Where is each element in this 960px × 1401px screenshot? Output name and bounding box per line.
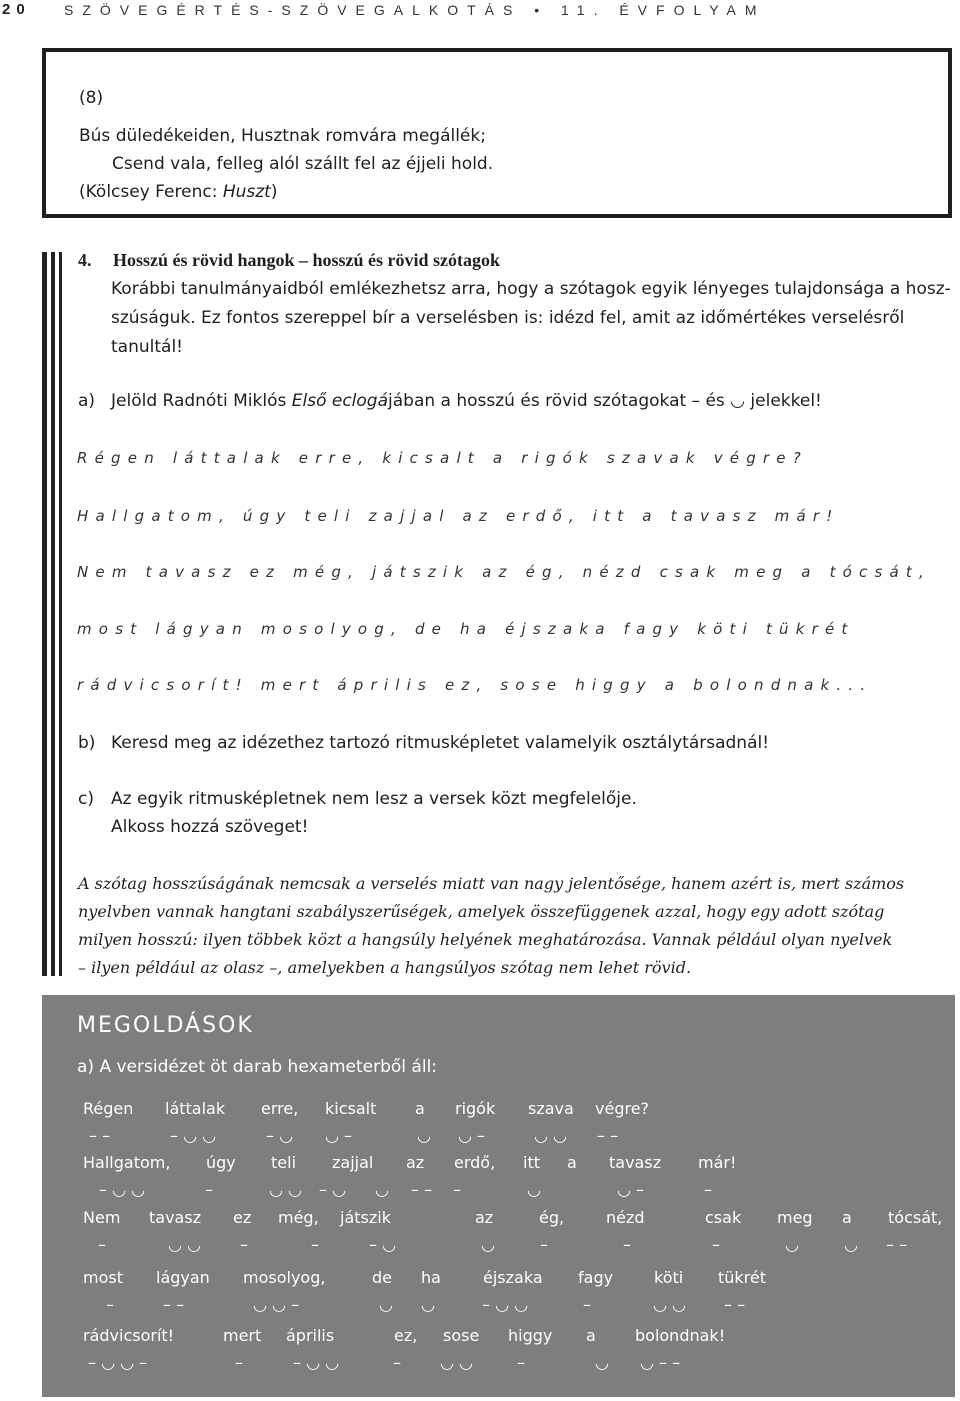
scansion-word: köti [654,1268,684,1287]
quote-source-suffix: ) [270,182,278,202]
subtask-a-text-pre: Jelöld Radnóti Miklós [111,391,292,411]
poem-line-4: most lágyan mosolyog, de ha éjszaka fagy köti tükrét [77,620,855,638]
scansion-meter: – [393,1353,401,1372]
scansion-meter: – ◡ ◡ [170,1126,217,1145]
scansion-word: tükrét [718,1268,767,1287]
scansion-meter: – ◡ ◡ [482,1295,529,1314]
scansion-word: a [586,1326,596,1345]
scansion-meter: – [453,1180,461,1199]
scansion-meter: ◡ [595,1353,609,1372]
poem-line-2: Hallgatom, úgy teli zajjal az erdő, itt a tavasz már! [77,507,840,525]
task-intro-line-3: tanultál! [111,337,183,357]
scansion-meter: ◡ ◡ [534,1126,568,1145]
scansion-meter: – [240,1235,248,1254]
scansion-word: kicsalt [325,1099,377,1118]
scansion-meter: – ◡ [319,1180,347,1199]
task-title: Hosszú és rövid hangok – hosszú és rövid szótagok [113,250,501,270]
scansion-word: tócsát, [888,1208,943,1227]
subtask-c-line-2: Alkoss hozzá szöveget! [111,817,309,837]
scansion-meter: – – [886,1235,908,1254]
note-line: A szótag hosszúságának nemcsak a verselés miatt van nagy jelentősége, hanem azért is, mert számos [78,874,905,893]
subtask-c-line-1: Az egyik ritmusképletnek nem lesz a versek közt megfelelője. [111,789,637,809]
scansion-word: Régen [83,1099,134,1118]
subtask-a-text-post: jában a hosszú és rövid szótagokat – és ◡ jelekkel! [388,391,822,411]
scansion-meter: ◡ ◡ [269,1180,303,1199]
scansion-word: tavasz [149,1208,202,1227]
quote-source-prefix: (Kölcsey Ferenc: [79,182,223,202]
subtask-b-label: b) [78,733,96,753]
scansion-word: Hallgatom, [83,1153,171,1172]
note-paragraph [78,870,958,982]
scansion-word: mosolyog, [243,1268,326,1287]
scansion-meter: – [704,1180,712,1199]
poem-line-5: rádvicsorít! mert április ez, sose higgy a bolondnak... [77,676,873,694]
running-title: SZÖVEGÉRTÉS-SZÖVEGALKOTÁS • 11. ÉVFOLYAM [64,2,766,18]
scansion-word: bolondnak! [635,1326,726,1345]
scansion-meter: ◡ ◡ [168,1235,202,1254]
scansion-word: fagy [578,1268,614,1287]
scansion-meter: – [311,1235,319,1254]
scansion-meter: – [98,1235,106,1254]
scansion-word: lágyan [156,1268,210,1287]
task-intro-line-1: Korábbi tanulmányaidból emlékezhetsz arra, hogy a szótagok egyik lényeges tulajdonsága a hosz- [111,279,951,299]
subtask-a-poem-title: Első eclogá [291,391,389,411]
subtask-a-label: a) [78,391,96,411]
scansion-meter: – ◡ ◡ [99,1180,146,1199]
scansion-word: az [406,1153,425,1172]
scansion-word: végre? [595,1099,650,1118]
scansion-word: szava [528,1099,574,1118]
scansion-meter: ◡ ◡ – [253,1295,300,1314]
scansion-meter: – ◡ [369,1235,397,1254]
scansion-word: ha [421,1268,441,1287]
solutions-intro: a) A versidézet öt darab hexameterből áll: [77,1057,438,1077]
scansion-word: most [83,1268,123,1287]
scansion-word: rigók [455,1099,496,1118]
scansion-word: rádvicsorít! [83,1326,175,1345]
scansion-meter: ◡ ◡ [653,1295,687,1314]
scansion-meter: – – [597,1126,619,1145]
subtask-b-text: Keresd meg az idézethez tartozó ritmusképletet valamelyik osztálytársadnál! [111,733,770,753]
scansion-word: teli [271,1153,297,1172]
scansion-meter: ◡ [527,1180,541,1199]
scansion-meter: – ◡ ◡ – [88,1353,148,1372]
scansion-word: úgy [206,1153,236,1172]
scansion-meter: ◡ – [617,1180,645,1199]
scansion-meter: – ◡ ◡ [293,1353,340,1372]
scansion-word: április [286,1326,335,1345]
scansion-meter: ◡ [421,1295,435,1314]
scansion-word: az [475,1208,494,1227]
scansion-meter: – [583,1295,591,1314]
scansion-meter: – ◡ [266,1126,294,1145]
scansion-word: erre, [261,1099,299,1118]
scansion-word: de [372,1268,392,1287]
scansion-meter: – [106,1295,114,1314]
scansion-meter: – – [163,1295,185,1314]
scansion-meter: – [235,1353,243,1372]
note-line: – ilyen például az olasz –, amelyekben a hangsúlyos szótag nem lehet rövid. [78,958,692,977]
task-number: 4. [78,250,92,270]
scansion-meter: – [623,1235,631,1254]
quote-source-title: Huszt [222,182,271,202]
poem-line-1: Régen láttalak erre, kicsalt a rigók szavak végre? [77,449,808,467]
scansion-meter: – [540,1235,548,1254]
scansion-word: még, [278,1208,319,1227]
scansion-word: már! [698,1153,737,1172]
note-line: milyen hosszú: ilyen többek közt a hangsúly helyének meghatározása. Vannak például olyan nyelvek [78,930,893,949]
scansion-meter: ◡ – – [640,1353,681,1372]
page-number: 20 [2,1,31,18]
scansion-word: Nem [83,1208,121,1227]
scansion-word: sose [443,1326,480,1345]
scansion-word: éjszaka [483,1268,543,1287]
scansion-word: láttalak [165,1099,226,1118]
quote-number: (8) [79,88,104,108]
scansion-word: mert [223,1326,262,1345]
scansion-meter: ◡ [785,1235,799,1254]
scansion-meter: ◡ – [458,1126,486,1145]
scansion-word: nézd [606,1208,645,1227]
scansion-meter: – – [89,1126,111,1145]
scansion-meter: ◡ [417,1126,431,1145]
scansion-word: tavasz [609,1153,662,1172]
scansion-word: játszik [340,1208,391,1227]
quote-line-1: Bús düledékeiden, Husztnak romvára megállék; [79,126,486,146]
scansion-word: erdő, [454,1153,496,1172]
margin-bars [42,252,66,976]
scansion-meter: – – [724,1295,746,1314]
quote-source [79,182,277,202]
scansion-meter: ◡ [481,1235,495,1254]
scansion-meter: – [517,1353,525,1372]
scansion-meter: ◡ [375,1180,389,1199]
scansion-word: ez, [394,1326,418,1345]
scansion-word: zajjal [332,1153,374,1172]
scansion-meter: – [712,1235,720,1254]
scansion-meter: ◡ [379,1295,393,1314]
scansion-word: a [567,1153,577,1172]
scansion-meter: ◡ ◡ [440,1353,474,1372]
scansion-meter: ◡ – [325,1126,353,1145]
scansion-word: a [415,1099,425,1118]
task-intro-line-2: szúságuk. Ez fontos szereppel bír a verselésben is: idézd fel, amit az időmértékes verselésről [111,308,905,328]
scansion-meter: – – [411,1180,433,1199]
page-header [0,0,960,30]
scansion-word: a [842,1208,852,1227]
scansion-word: csak [705,1208,742,1227]
note-line: nyelvben vannak hangtani szabályszerűségek, amelyek összefüggenek azzal, hogy egy adott szótag [78,902,885,921]
scansion-word: ez [233,1208,252,1227]
solutions-panel [42,995,955,1397]
quote-line-2: Csend vala, felleg alól szállt fel az éjjeli hold. [112,154,494,174]
scansion-word: ég, [539,1208,565,1227]
subtask-a-text [111,391,822,411]
scansion-word: higgy [508,1326,553,1345]
scansion-word: meg [777,1208,813,1227]
quote-box [42,48,952,218]
poem-line-3: Nem tavasz ez még, játszik az ég, nézd csak meg a tócsát, [77,563,931,581]
subtask-c-label: c) [78,789,94,809]
scansion-word: itt [523,1153,540,1172]
scansion-meter: – [205,1180,213,1199]
solutions-title: MEGOLDÁSOK [77,1013,254,1038]
scansion-meter: ◡ [844,1235,858,1254]
